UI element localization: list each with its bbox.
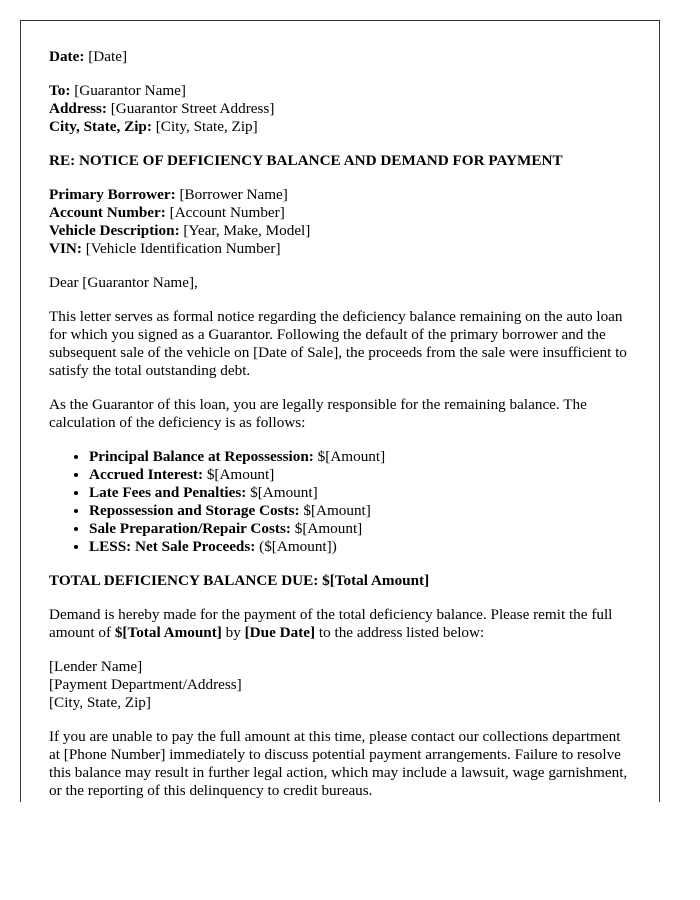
paragraph-notice: This letter serves as formal notice regarding the deficiency balance remaining on the auto loan for which you signed as a Guarantor. Following the default of the primary borrower and the subsequent sale of the vehicle on [Date of Sale], the proceeds from the sale were insufficient to satisfy the total outstanding debt. <box>49 308 627 379</box>
salutation: Dear [Guarantor Name], <box>49 274 198 291</box>
letter-page <box>20 20 660 802</box>
vehicle-description: Vehicle Description: [Year, Make, Model] <box>49 222 311 239</box>
address-line: Address: [Guarantor Street Address] <box>49 100 275 117</box>
recipient-block <box>49 82 629 136</box>
remit-address: [Lender Name] [Payment Department/Address] [City, State, Zip] <box>49 658 242 711</box>
city-state-zip-line: City, State, Zip: [City, State, Zip] <box>49 118 258 135</box>
list-item: • Repossession and Storage Costs: $[Amount] <box>89 502 629 520</box>
subject-line: RE: NOTICE OF DEFICIENCY BALANCE AND DEMAND FOR PAYMENT <box>49 152 563 169</box>
date-line: Date: [Date] <box>49 48 128 65</box>
account-number: Account Number: [Account Number] <box>49 204 285 221</box>
list-item: • Principal Balance at Repossession: $[Amount] <box>89 448 629 466</box>
total-deficiency: TOTAL DEFICIENCY BALANCE DUE: $[Total Amount] <box>49 572 430 589</box>
paragraph-consequences: If you are unable to pay the full amount at this time, please contact our collections department at [Phone Number] immediately to discuss potential payment arrangements. Failure to resolve this balance may result in further legal action, which may include a lawsuit, wage garnishment, or the reporting of this delinquency to credit bureaus. <box>49 728 628 799</box>
paragraph-demand: Demand is hereby made for the payment of the total deficiency balance. Please remit the full amount of $[Total Amount] by [Due Date] to the address listed below: <box>49 606 613 641</box>
list-item: • Sale Preparation/Repair Costs: $[Amount] <box>89 520 629 538</box>
list-item: • Accrued Interest: $[Amount] <box>89 466 629 484</box>
paragraph-responsibility: As the Guarantor of this loan, you are legally responsible for the remaining balance. The calculation of the deficiency is as follows: <box>49 396 587 431</box>
letter-content <box>49 48 629 802</box>
list-item: • LESS: Net Sale Proceeds: ($[Amount]) <box>89 538 629 556</box>
list-item: • Late Fees and Penalties: $[Amount] <box>89 484 629 502</box>
to-line: To: [Guarantor Name] <box>49 82 186 99</box>
vin: VIN: [Vehicle Identification Number] <box>49 240 281 257</box>
deficiency-calculation-list <box>49 448 629 556</box>
loan-details <box>49 186 629 258</box>
primary-borrower: Primary Borrower: [Borrower Name] <box>49 186 288 203</box>
